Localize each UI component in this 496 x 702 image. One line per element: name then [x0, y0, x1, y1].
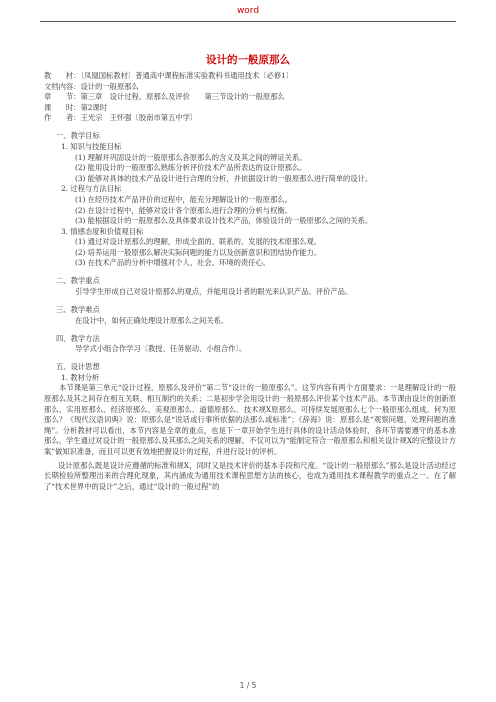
list-item: (3) 能根据设计的一般原那么及具体要求设计技术产品，体验设计的一般原那么之间的关系。 [75, 216, 373, 226]
list-item: (1) 理解并巩固设计的一般原那么各原那么的含义及其之间的辨证关系。 [75, 152, 307, 162]
key-points-text: 引导学生形成自己对设计原那么的观点，并能用设计者的眼光来认识产品、评价产品。 [75, 287, 353, 297]
header-rule [40, 21, 456, 22]
section-heading-goals: 一、教学目标 [56, 131, 100, 141]
list-item: (1) 在经历技术产品评价的过程中，能充分理解设计的一般原那么。 [75, 194, 292, 204]
list-item: (2) 能用设计的一般原那么熟练分析评价技术产品所表达的设计原那么。 [75, 163, 307, 173]
meta-textbook: 教 材：〔凤凰国标教材〕普通高中课程标准实验教科书通用技术〔必修1〕 [44, 71, 294, 80]
meta-period: 课 时：第2课时 [44, 102, 108, 112]
list-item: (2) 在设计过程中，能够对设计各个原那么进行合理的分析与权衡。 [75, 205, 292, 215]
section-heading-methods: 四、教学方法 [56, 333, 100, 343]
subheading-textbook-analysis: 1. 教材分析 [61, 372, 100, 382]
section-heading-ideas: 五、设计思想 [56, 362, 100, 372]
list-item: (1) 通过对设计原那么的理解，形成全面的、联系的、发展的技术原那么观。 [75, 237, 322, 247]
document-title: 设计的一般原那么 [206, 54, 290, 66]
subheading-attitude: 3. 情感态度和价值观目标 [61, 226, 144, 236]
meta-chapter: 章 节：第三章 设计过程、原那么及评价 第三节设计的一般原那么 [44, 92, 285, 102]
document-body [44, 71, 456, 492]
subheading-knowledge: 1. 知识与技能目标 [61, 141, 122, 151]
section-heading-difficulties: 三、教学难点 [56, 305, 100, 315]
analysis-paragraph: 本节课是第三单元“设计过程、原那么及评价”第二节“设计的一般原那么”。这节内容有两个方面要求：一是理解设计的一般原那么及其之间存在相互关联、相互制约的关系；二是初步学会用设计的一般原那么评价某个技术产品。本节课由设计的创新原那么、实用原那么、经济原那么、美观原那么、道德原那么、技术规X原那么、可持续发展原那么七个一般原那么组成。何为原那么？《现代汉语词典》说：原那么是“说话或行事所依据的法那么或标准”；《辞海》说：原那么是“观察问题、处理问题的准绳”。分析教材可以看出，本节内容是全章的重点，也是下一章开始学生进行具体的设计活动体验时，各环节需要遵守的基本准那么。学生通过对设计的一般原那么及其那么之间关系的理解，不仅可以为“能制定符合一般原那么和相关设计规X的完整设计方案”做知识准备，而且可以更有效地把握设计的过程，并进行设计的评析。 [44, 383, 456, 456]
list-item: (3) 能够对具体的技术产品设计进行合理的分析，并依据设计的一般原那么进行简单的设计。 [75, 173, 373, 183]
list-item: (2) 培养运用一般原那么解决实际问题的能力以及创新意识和团结协作能力。 [75, 247, 322, 257]
subheading-process: 2. 过程与方法目标 [61, 184, 122, 194]
page-header: word [236, 6, 260, 16]
analysis-paragraph-2: 设计原那么既是设计应遵循的标准和规X，同时又是技术评价的基本手段和尺度。“设计的一般原那么”那么是设计活动经过长期检验所整理出来的合理化现象，其内涵成为通用技术课程思想方法的核心，也成为通用技术课程教学的重点之一。在了解了“技术世界中的设计”之后，通过“设计的一般过程”的 [44, 460, 456, 491]
page-number: 1 / 5 [239, 681, 257, 690]
meta-content: 文档内容：设计的一般原那么 [44, 81, 139, 91]
meta-author: 作 者：王光宗 王怀强〔胶南市第五中学〕 [44, 113, 198, 123]
difficulties-text: 在设计中，如何正确处理设计原那么之间关系。 [75, 315, 229, 325]
methods-text: 导学式小组合作学习〔教授、任务驱动、小组合作〕。 [75, 344, 247, 354]
section-heading-key-points: 二、教学重点 [56, 276, 100, 286]
list-item: (3) 在技术产品的分析中增强对个人、社会、环境的责任心。 [75, 258, 271, 268]
